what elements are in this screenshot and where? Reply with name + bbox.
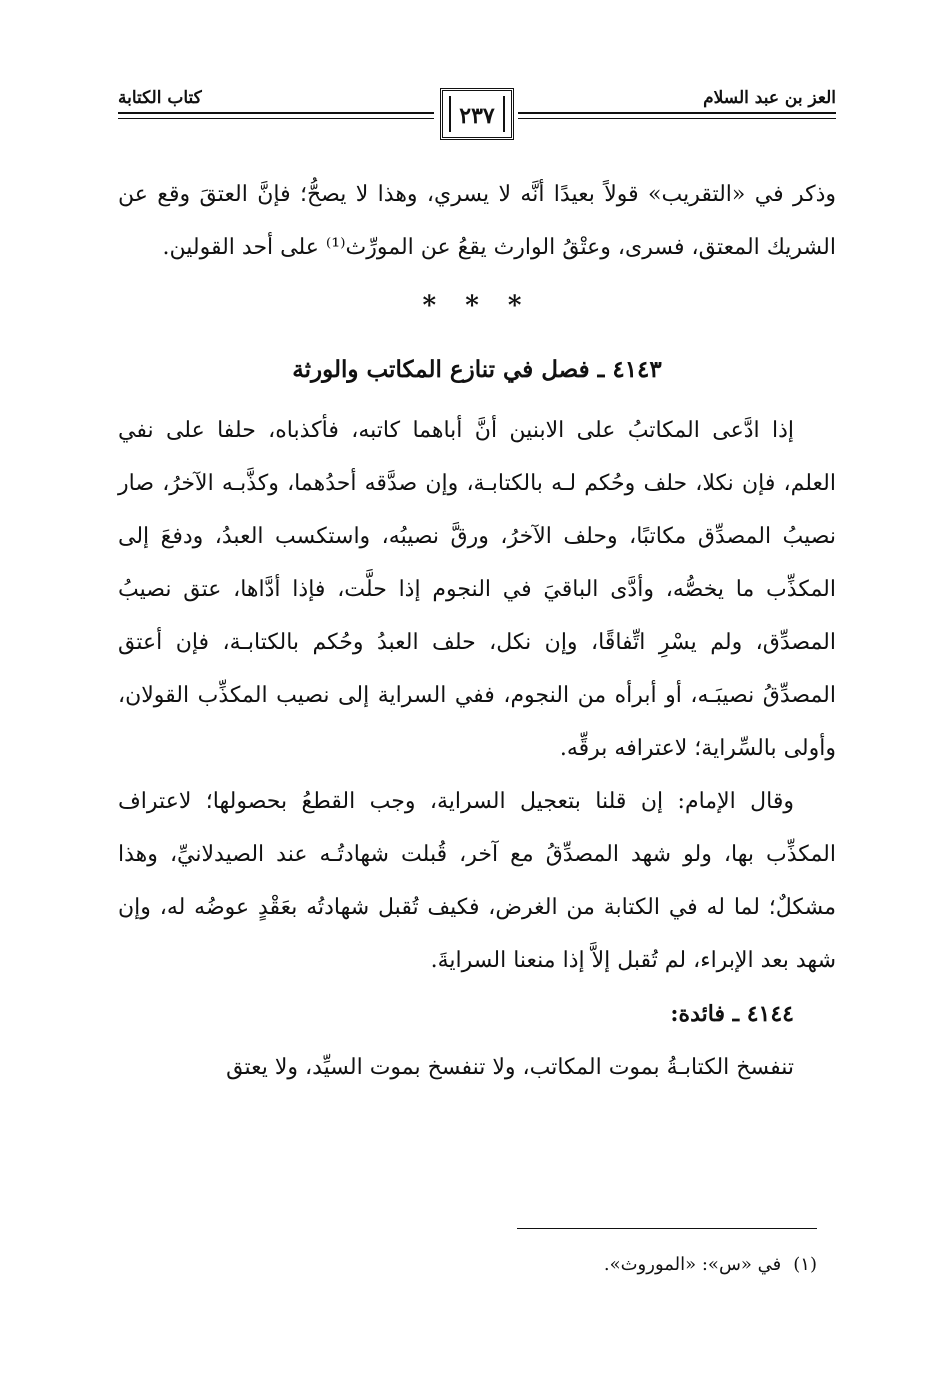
footnote-rule: [517, 1228, 817, 1229]
footnote: [99, 1252, 817, 1278]
footnote-text: في «س»: «الموروث».: [603, 1254, 782, 1275]
header-rule-right: [518, 112, 836, 114]
section-separator: * * *: [422, 291, 532, 321]
section-4144-title: ٤١٤٤ ـ فائدة:: [670, 1001, 794, 1027]
page-number-box: [440, 88, 514, 140]
page-number: ٢٣٧: [459, 103, 495, 129]
section-4143-title: ٤١٤٣ ـ فصل في تنازع المكاتب والورثة: [292, 356, 662, 383]
section-4144-paragraph-1: تنفسخ الكتابـةُ بموت المكاتب، ولا تنفسخ بموت السيِّد، ولا يعتق: [226, 1055, 794, 1080]
header-author: العز بن عبد السلام: [703, 88, 836, 108]
header-book-section: كتاب الكتابة: [118, 88, 202, 108]
footnote-number: (١): [793, 1254, 817, 1275]
page-header: [118, 74, 836, 144]
page-body: [118, 168, 836, 1094]
header-rule-left: [118, 112, 434, 114]
section-4143-paragraph-1: إذا ادَّعى المكاتبُ على الابنين أنَّ أباهما كاتبه، فأكذباه، حلفا على نفي العلم، فإن نكلا، حلف وحُكم لـه بالكتابـة، وإن صدَّقه أحدُهما، وكذَّبـه الآخرُ، صار نصيبُ المصدِّق مكاتبًا، وحلف الآخرُ، ورقَّ نصيبُه، واستكسب العبدُ، ودفعَ إلى المكذِّب ما يخصُّه، وأدَّى الباقيَ في النجوم إذا حلَّت، فإذا أدَّاها، عتق نصيبُ المصدِّق، ولم يسْرِ اتِّفاقًا، وإن نكل، حلف العبدُ وحُكم بالكتابـة، فإن أعتق المصدِّقُ نصيبَـه، أو أبرأه من النجوم، ففي السراية إلى نصيب المكذِّب القولان، وأولى بالسِّراية؛ لاعترافه برقِّه.: [118, 418, 836, 761]
header-rule-right-thin: [518, 118, 836, 119]
header-rule-left-thin: [118, 118, 434, 119]
intro-paragraph: وذكر في «التقريب» قولاً بعيدًا أنَّه لا يسري، وهذا لا يصحُّ؛ فإنَّ العتقَ وقع عن الشريك المعتق، فسرى، وعتْقُ الوارث يقعُ عن المورِّث⁽¹⁾ على أحد القولين.: [118, 182, 836, 260]
section-4143-paragraph-2: وقال الإمام: إن قلنا بتعجيل السراية، وجب القطعُ بحصولها؛ لاعتراف المكذِّب بها، ولو شهد المصدِّقُ مع آخر، قُبلت شهادتُـه عند الصيدلانيِّ، وهذا مشكلٌ؛ لما له في الكتابة من الغرض، فكيف تُقبل شهادتُه بعَقْدٍ عوضُه له، وإن شهد بعد الإبراء، لم تُقبل إلاَّ إذا منعنا السرايةَ.: [118, 789, 836, 973]
